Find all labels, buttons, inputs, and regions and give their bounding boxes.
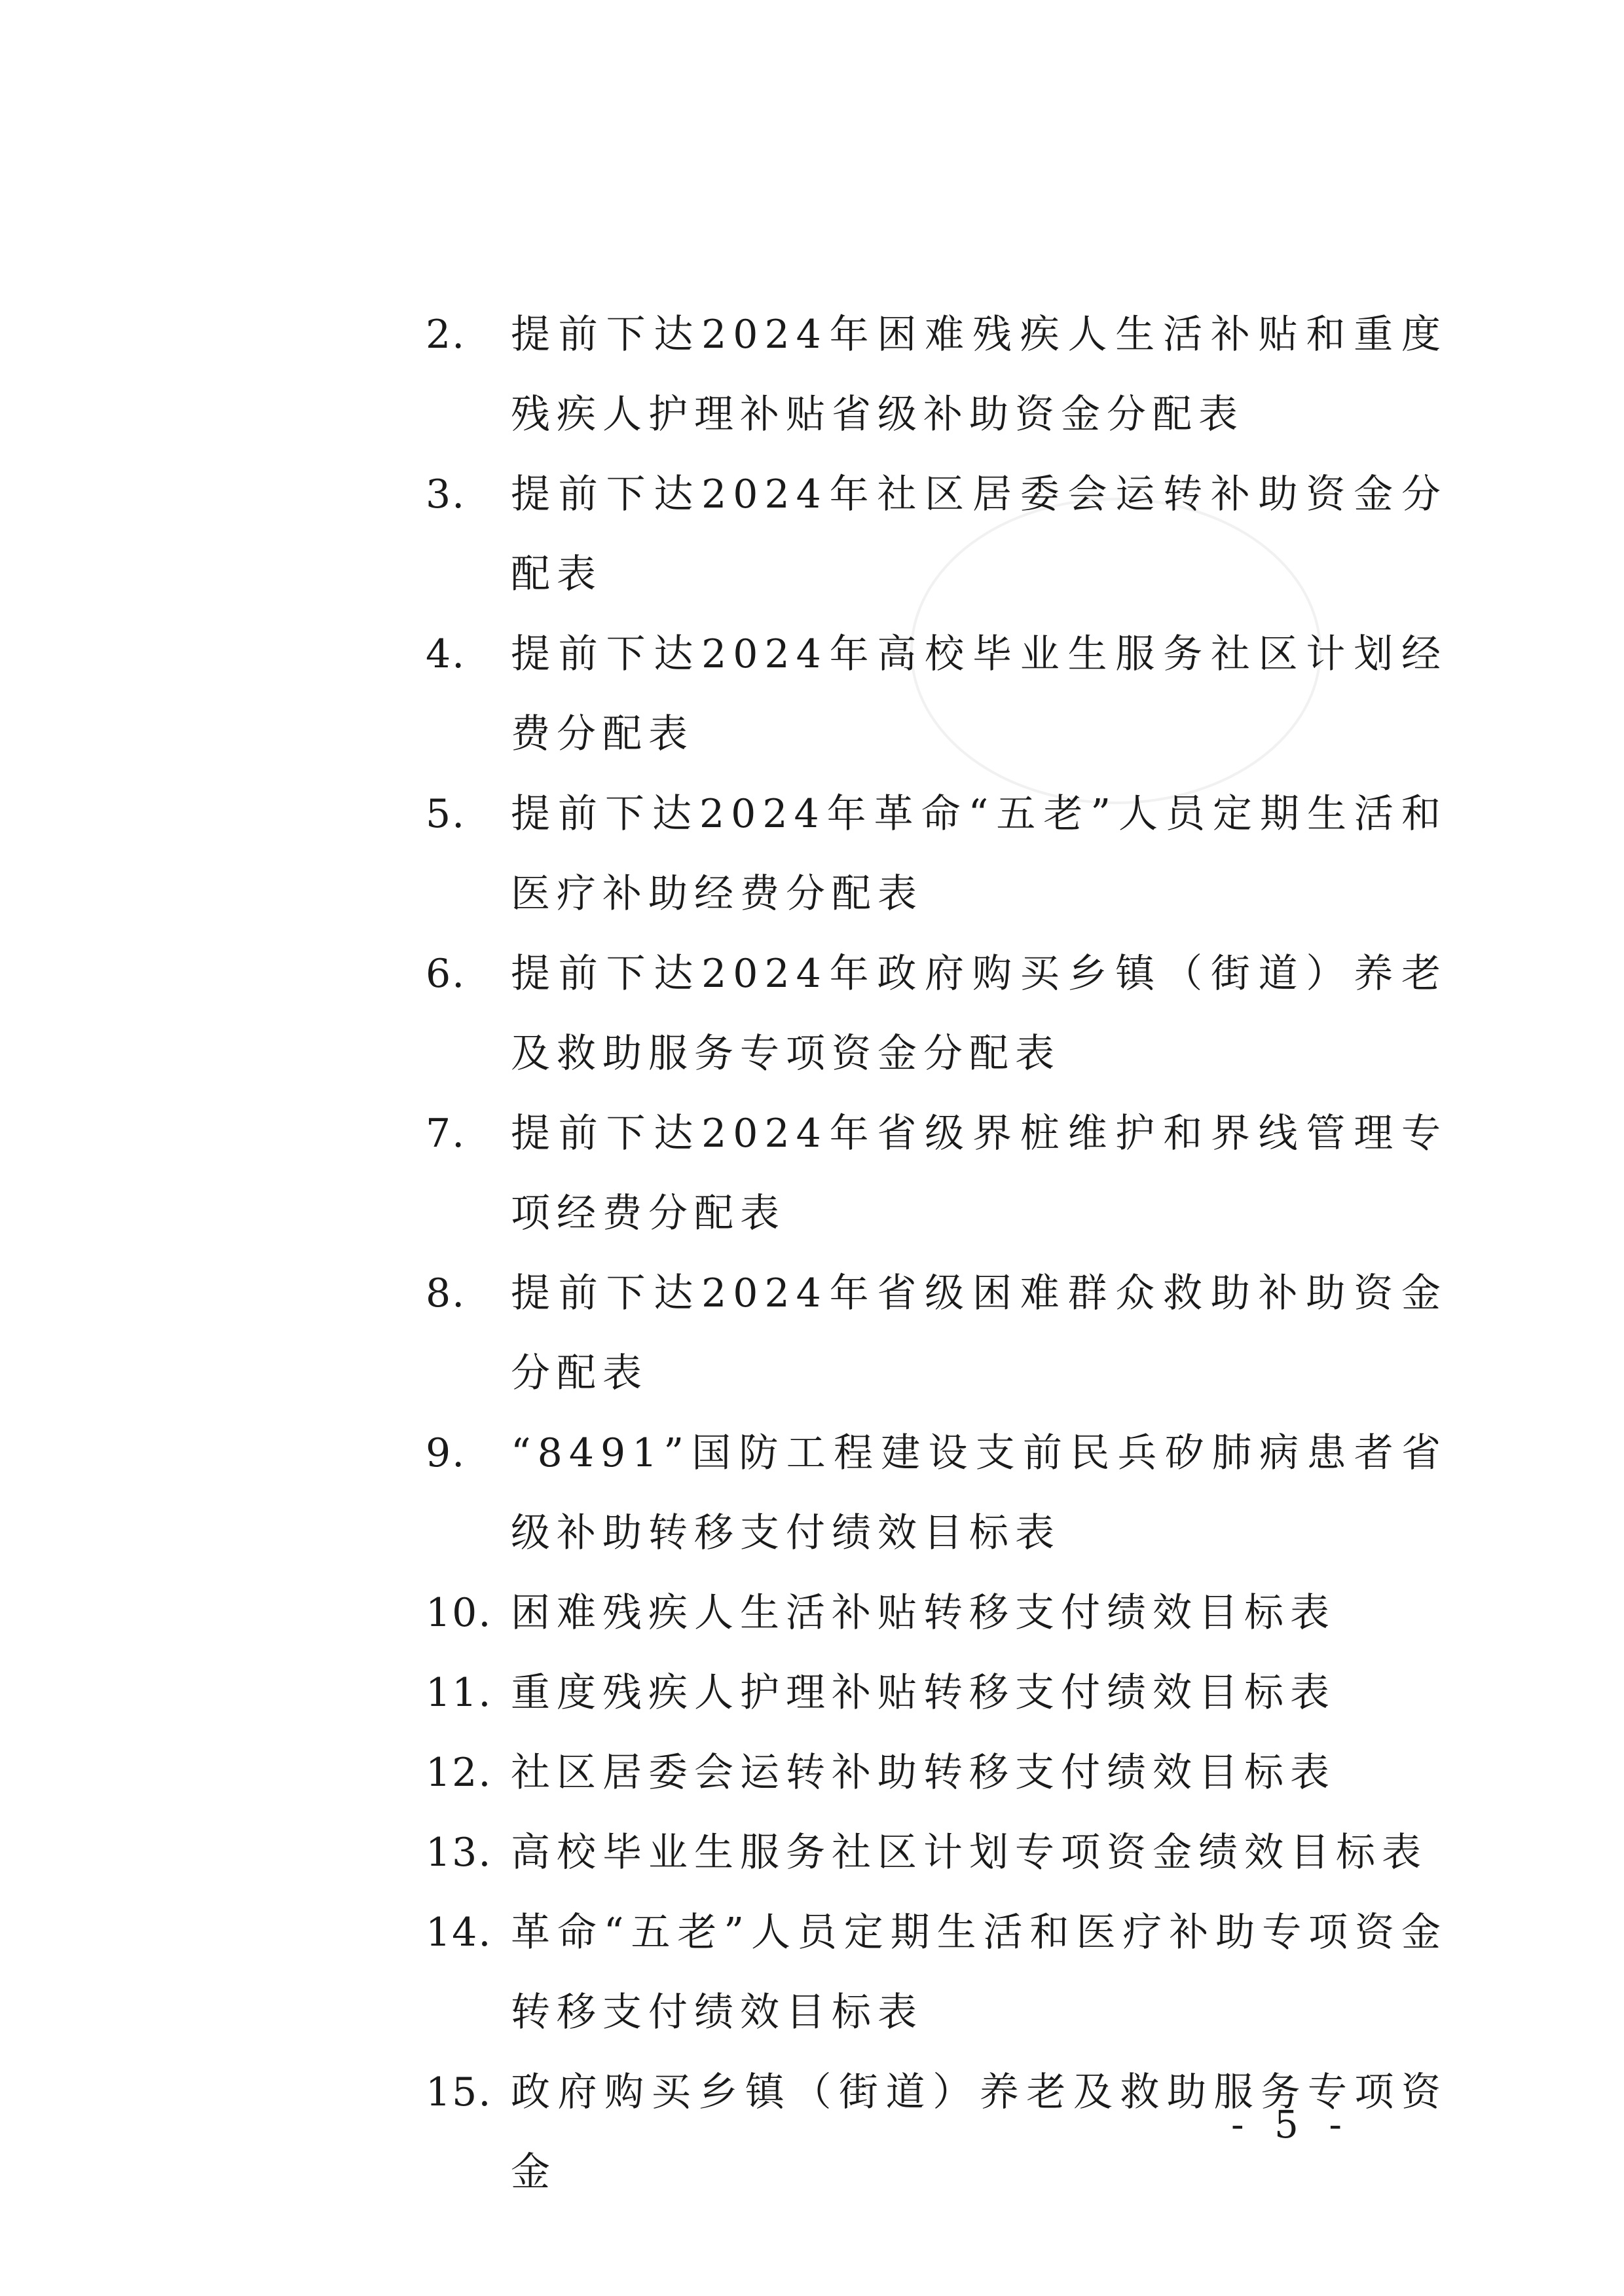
item-number: 11. (426, 1670, 492, 1716)
item-text: 革命“五老”人员定期生活和医疗补助专项资金转移支付绩效目标表 (511, 1910, 1447, 2035)
item-text: “8491”国防工程建设支前民兵矽肺病患者省级补助转移支付绩效目标表 (511, 1430, 1447, 1556)
item-text: 提前下达2024年社区居委会运转补助资金分配表 (511, 472, 1447, 597)
list-item (426, 934, 1447, 1094)
list-item (426, 1253, 1447, 1413)
item-text: 困难残疾人生活补贴转移支付绩效目标表 (511, 1590, 1336, 1636)
item-text: 政府购买乡镇（街道）养老及救助服务专项资金 (511, 2069, 1447, 2195)
item-number: 10. (426, 1590, 492, 1636)
list-item (426, 1893, 1447, 2052)
list-item (426, 1573, 1447, 1653)
item-number: 13. (426, 1830, 492, 1876)
item-number: 3. (426, 472, 466, 517)
item-number: 6. (426, 951, 466, 997)
list-item (426, 1813, 1447, 1893)
item-number: 15. (426, 2069, 492, 2115)
list-item (426, 774, 1447, 934)
list-item (426, 1653, 1447, 1733)
item-text: 提前下达2024年省级困难群众救助补助资金分配表 (511, 1270, 1447, 1396)
item-number: 9. (426, 1430, 466, 1476)
list-item (426, 1094, 1447, 1253)
item-number: 4. (426, 631, 466, 677)
item-number: 5. (426, 791, 466, 837)
list-item (426, 454, 1447, 614)
page-number: - 5 - (1231, 2102, 1351, 2147)
item-number: 12. (426, 1750, 492, 1796)
item-text: 提前下达2024年政府购买乡镇（街道）养老及救助服务专项资金分配表 (511, 951, 1447, 1077)
item-text: 提前下达2024年省级界桩维护和界线管理专项经费分配表 (511, 1111, 1447, 1236)
list-item (426, 1733, 1447, 1813)
item-text: 提前下达2024年高校毕业生服务社区计划经费分配表 (511, 631, 1447, 757)
list-item (426, 1413, 1447, 1573)
item-text: 提前下达2024年革命“五老”人员定期生活和医疗补助经费分配表 (511, 791, 1447, 917)
attachment-list (426, 295, 1447, 2212)
item-number: 2. (426, 312, 466, 358)
list-item (426, 295, 1447, 454)
item-number: 14. (426, 1910, 492, 1955)
item-text: 重度残疾人护理补贴转移支付绩效目标表 (511, 1670, 1336, 1716)
item-text: 高校毕业生服务社区计划专项资金绩效目标表 (511, 1830, 1428, 1876)
item-number: 7. (426, 1111, 466, 1157)
item-text: 提前下达2024年困难残疾人生活补贴和重度残疾人护理补贴省级补助资金分配表 (511, 312, 1447, 437)
list-item (426, 614, 1447, 774)
item-text: 社区居委会运转补助转移支付绩效目标表 (511, 1750, 1336, 1796)
item-number: 8. (426, 1270, 466, 1316)
